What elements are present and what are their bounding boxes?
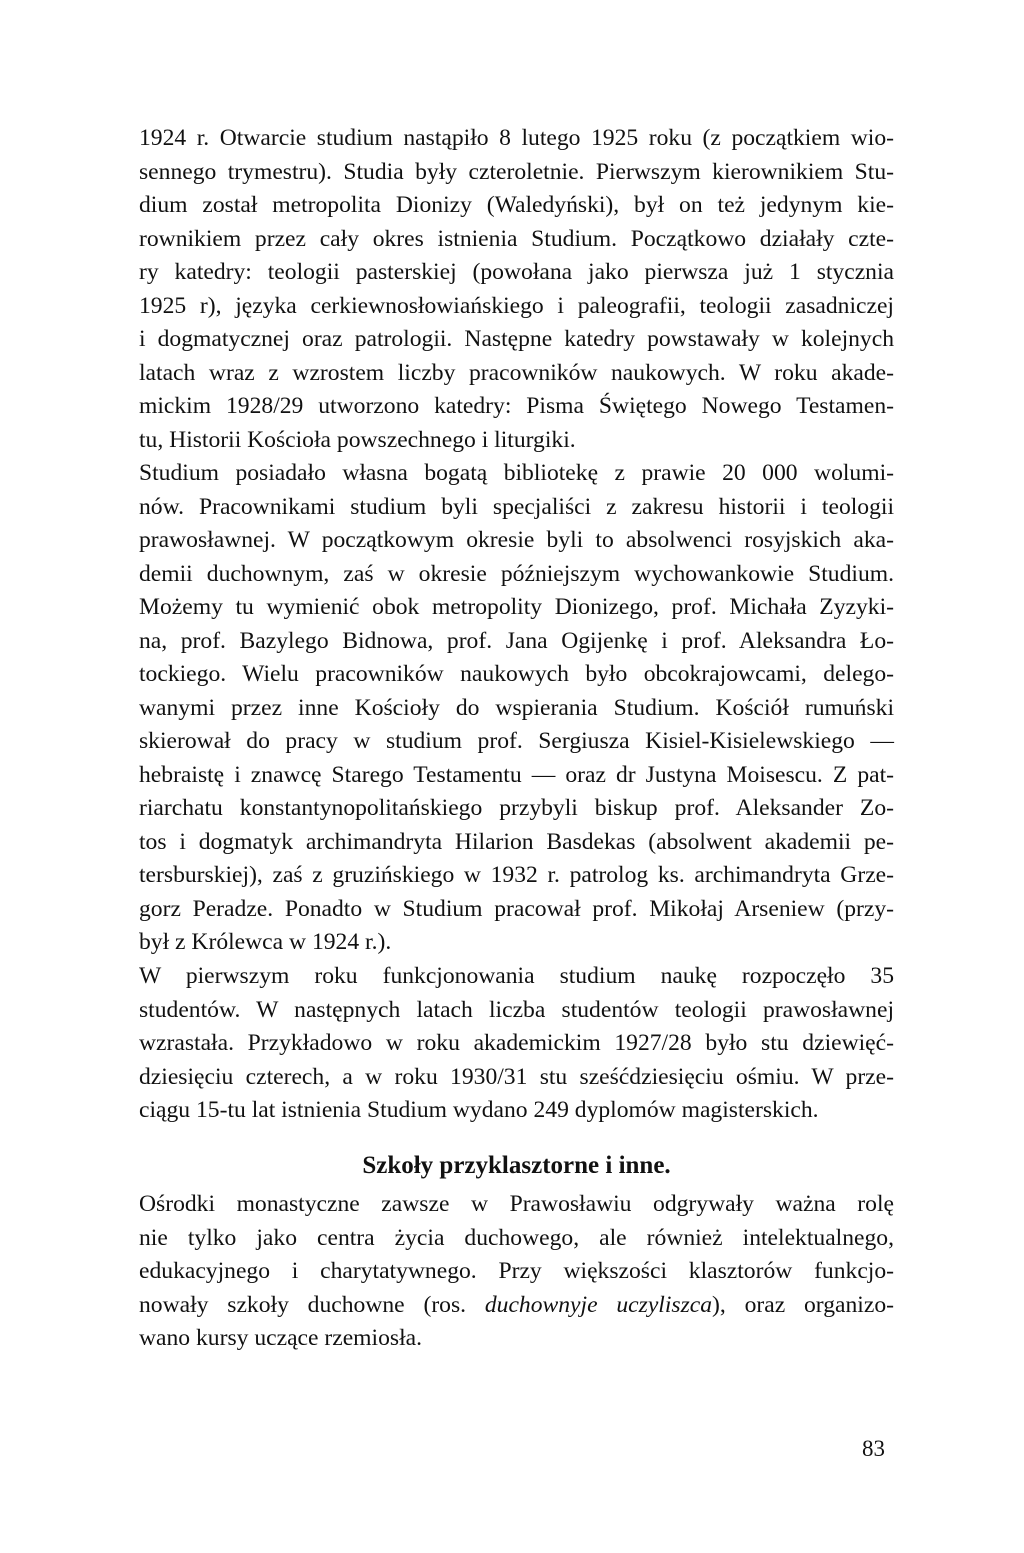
text-line: Ośrodki monastyczne zawsze w Prawosławiu odgrywały ważna rolę <box>139 1191 894 1217</box>
text-line: i dogmatycznej oraz patrologii. Następne katedry powstawały w kolejnych <box>139 326 894 352</box>
body-text-schools <box>139 1188 894 1356</box>
text-line: wanymi przez inne Kościoły do wspierania Studium. Kościół rumuński <box>139 694 894 721</box>
text-line: Możemy tu wymienić obok metropolity Dionizego, prof. Michała Zyzyki- <box>139 594 894 620</box>
text-line: tersburskiej), zaś z gruzińskiego w 1932 r. patrolog ks. archimandryta Grze- <box>139 862 894 888</box>
page-number: 83 <box>862 1436 885 1461</box>
text-line: demii duchownym, zaś w okresie późniejszym wychowankowie Studium. <box>139 560 894 587</box>
text-line: edukacyjnego i charytatywnego. Przy większości klasztorów funkcjo- <box>139 1258 894 1284</box>
text-segment: nowały szkoły duchowne (ros. <box>139 1291 485 1318</box>
italic-term: duchownyje uczyliszca <box>484 1291 713 1318</box>
body-text-students <box>139 960 894 1128</box>
text-line: dium został metropolita Dionizy (Waledyński), był on też jedynym kie- <box>139 192 894 218</box>
text-line: skierował do pracy w studium prof. Sergiusza Kisiel-Kisielewskiego — <box>139 728 894 754</box>
body-text-top <box>139 122 894 491</box>
text-line: wano kursy uczące rzemiosła. <box>139 1325 422 1351</box>
text-line: nie tylko jako centra życia duchowego, ale również intelektualnego, <box>139 1224 894 1251</box>
section-heading: Szkoły przyklasztorne i inne. <box>362 1152 671 1179</box>
text-line: Studium posiadało własna bogatą bibliotekę z prawie 20 000 wolumi- <box>139 460 894 486</box>
text-line: tockiego. Wielu pracowników naukowych było obcokrajowcami, delego- <box>139 661 894 687</box>
text-line: studentów. W następnych latach liczba studentów teologii prawosławnej <box>139 996 894 1023</box>
text-line: nów. Pracownikami studium byli specjaliści z zakresu historii i teologii <box>139 493 894 520</box>
text-line: sennego trymestru). Studia były czteroletnie. Pierwszym kierownikiem Stu- <box>139 158 894 185</box>
text-line: prawosławnej. W początkowym okresie byli to absolwenci rosyjskich aka- <box>139 527 894 553</box>
text-line: gorz Peradze. Ponadto w Studium pracował prof. Mikołaj Arseniew (przy- <box>139 895 894 922</box>
paragraph-studium-history <box>139 122 894 457</box>
text-line: rownikiem przez cały okres istnienia Studium. Początkowo działały czte- <box>139 225 894 252</box>
text-line: riarchatu konstantynopolitańskiego przybyli biskup prof. Aleksander Zo- <box>139 795 894 821</box>
text-line: na, prof. Bazylego Bidnowa, prof. Jana Ogijenkę i prof. Aleksandra Ło- <box>139 627 894 654</box>
text-line: hebraistę i znawcę Starego Testamentu — oraz dr Justyna Moisescu. Z pat- <box>139 761 894 788</box>
text-line: 1925 r), języka cerkiewnosłowiańskiego i paleografii, teologii zasadniczej <box>139 292 894 319</box>
text-segment: ), oraz organizo- <box>712 1291 894 1318</box>
text-line: tu, Historii Kościoła powszechnego i liturgiki. <box>139 426 576 453</box>
text-line: był z Królewca w 1924 r.). <box>139 929 392 955</box>
text-line: tos i dogmatyk archimandryta Hilarion Basdekas (absolwent akademii pe- <box>139 828 894 855</box>
body-text-library <box>139 457 894 960</box>
text-line: ciągu 15-tu lat istnienia Studium wydano 249 dyplomów magisterskich. <box>139 1097 819 1123</box>
text-line: 1924 r. Otwarcie studium nastąpiło 8 lutego 1925 roku (z początkiem wio- <box>139 125 894 151</box>
text-line: mickim 1928/29 utworzono katedry: Pisma Świętego Nowego Testamen- <box>139 393 894 419</box>
text-line: W pierwszym roku funkcjonowania studium naukę rozpoczęło 35 <box>139 963 894 989</box>
text-line: latach wraz z wzrostem liczby pracowników naukowych. W roku akade- <box>139 359 894 386</box>
text-line: ry katedry: teologii pasterskiej (powołana jako pierwsza już 1 stycznia <box>139 259 894 285</box>
text-line <box>139 1289 894 1323</box>
text-line: wzrastała. Przykładowo w roku akademickim 1927/28 było stu dziewięć- <box>139 1030 894 1056</box>
text-line: dziesięciu czterech, a w roku 1930/31 stu sześćdziesięciu ośmiu. W prze- <box>139 1063 894 1090</box>
